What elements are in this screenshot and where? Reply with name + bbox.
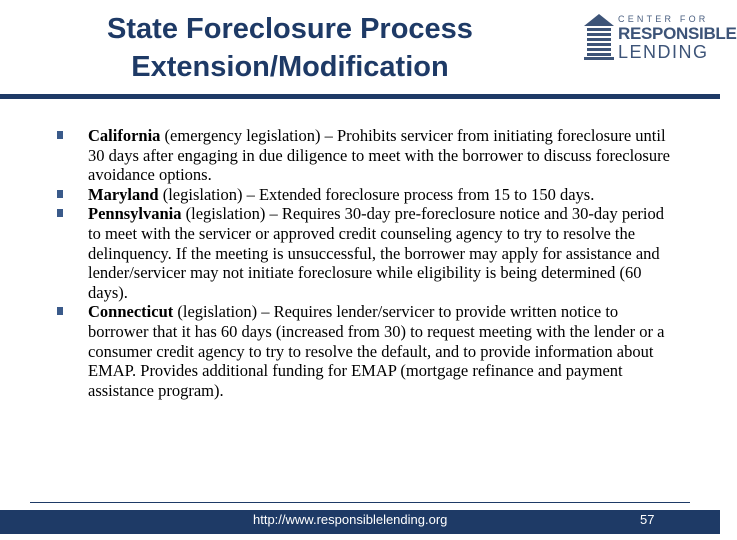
bullet-list bbox=[52, 126, 672, 400]
square-bullet-icon bbox=[57, 307, 63, 315]
square-bullet-icon bbox=[57, 190, 63, 198]
bullet-text: (emergency legislation) – Prohibits servicer from initiating foreclosure until 30 days after engaging in due diligence to meet with the borrower to discuss foreclosure avoidance options. bbox=[88, 126, 670, 185]
slide-title bbox=[60, 10, 520, 86]
logo-responsible: RESPONSIBLE bbox=[618, 24, 737, 43]
bullet-text: (legislation) – Requires lender/servicer to provide written notice to borrower that it has 60 days (increased from 30) to request meeting with the lender or a consumer credit agency to try to resolve the default, and to provide information about EMAP. Provides additional funding for EMAP (mortgage refinance and payment assistance program). bbox=[88, 302, 665, 400]
slide-title-line2: Extension/Modification bbox=[131, 51, 449, 83]
bullet-item-maryland bbox=[52, 185, 672, 205]
state-name: California bbox=[88, 126, 161, 145]
square-bullet-icon bbox=[57, 131, 63, 139]
stacked-bars-logo-icon bbox=[584, 14, 614, 60]
logo-lending: LENDING bbox=[618, 42, 709, 62]
crl-logo bbox=[584, 12, 737, 64]
bullet-item-pennsylvania bbox=[52, 204, 672, 302]
state-name: Pennsylvania bbox=[88, 204, 182, 224]
bullet-item-connecticut bbox=[52, 302, 672, 400]
header-divider bbox=[0, 94, 720, 99]
bullet-text: (legislation) – Extended foreclosure process from 15 to 150 days. bbox=[158, 184, 595, 204]
square-bullet-icon bbox=[57, 209, 63, 217]
state-name: Maryland bbox=[88, 184, 159, 204]
footer-url-link[interactable]: http://www.responsiblelending.org bbox=[253, 512, 448, 527]
state-name: Connecticut bbox=[88, 302, 174, 322]
footer-divider bbox=[30, 502, 690, 503]
bullet-text: (legislation) – Requires 30-day pre-foreclosure notice and 30-day period to meet with the servicer or approved credit counseling agency to try to resolve the delinquency. If the meeting is unsuccessful, the borrower may apply for assistance and lender/servicer may not initiate foreclosure while eligibility is being determined (60 days). bbox=[88, 204, 664, 302]
page-number: 57 bbox=[640, 512, 655, 527]
logo-center-for: CENTER FOR bbox=[618, 14, 709, 24]
bullet-item-california bbox=[52, 126, 672, 185]
slide-title-line1: State Foreclosure Process bbox=[107, 13, 473, 45]
